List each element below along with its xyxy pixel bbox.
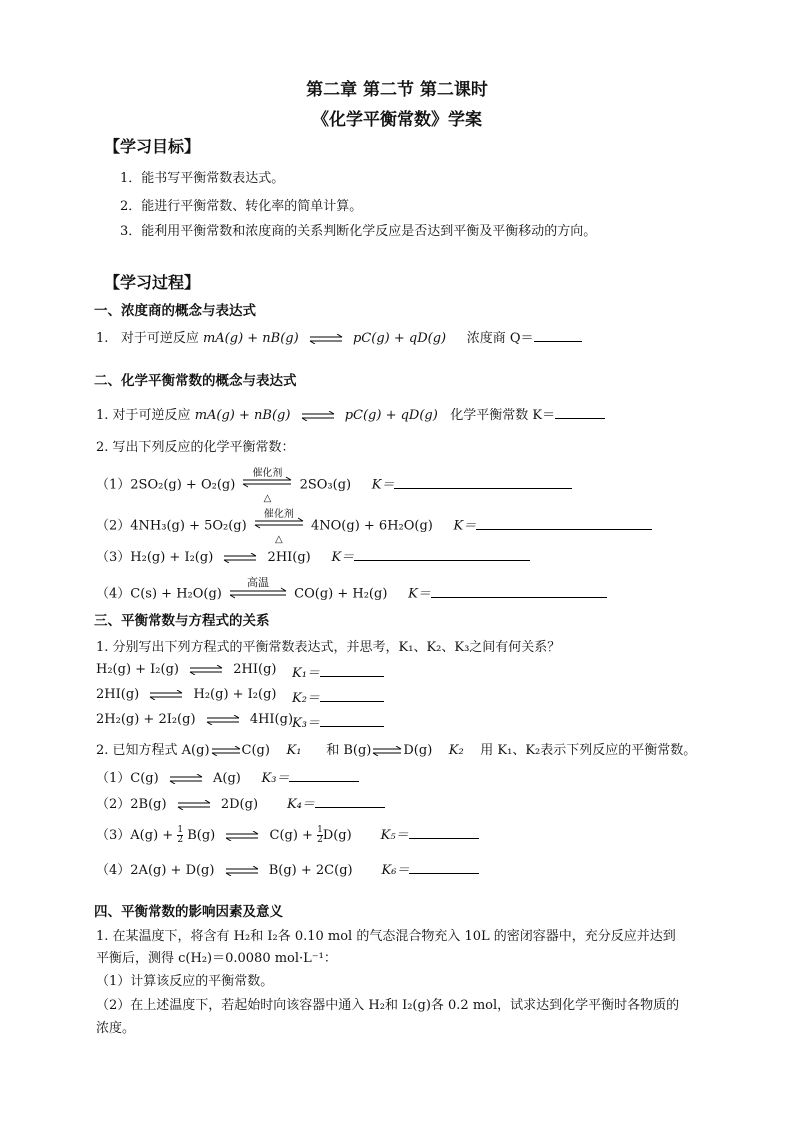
e1-k: K₁＝ — [292, 666, 320, 681]
e2-k: K₂＝ — [292, 691, 320, 706]
r2-k: K＝ — [453, 518, 477, 534]
p3-k: K₅＝ — [380, 828, 409, 843]
sec3-p1 — [96, 767, 359, 786]
sec3-e2-k — [292, 687, 384, 706]
sec4-line-4: （2）在上述温度下，若起始时向该容器中通入 H₂和 I₂(g)各 0.2 mol，试求达到化学平衡时各物质的 — [96, 998, 680, 1013]
sec3-e1-k — [292, 662, 384, 681]
sec3-e3-k — [292, 712, 384, 731]
r4-label: （4） — [96, 586, 131, 602]
frac-num: 1 — [317, 825, 323, 835]
sec2-q2: 2. 写出下列反应的化学平衡常数： — [96, 440, 295, 455]
r1-cond-bot: △ — [263, 493, 272, 504]
sec2-q1-rhs: pC(g) + qD(g) — [344, 408, 438, 423]
answer-blank[interactable] — [320, 688, 384, 702]
e3-k: K₃＝ — [292, 716, 320, 731]
p1-label: （1） — [96, 771, 131, 786]
sec3-p2 — [96, 793, 385, 812]
r1-rhs: 2SO₃(g) — [299, 477, 352, 493]
p3-rhs-a: C(g) + — [269, 828, 313, 843]
r2-lhs: 4NH₃(g) + 5O₂(g) — [130, 518, 247, 534]
sec3-p4 — [96, 859, 479, 878]
sec4-line-1: 1. 在某温度下，将含有 H₂和 I₂各 0.10 mol 的气态混合物充入 10L 的密闭容器中，充分反应并达到 — [96, 929, 676, 944]
p2-rhs: 2D(g) — [220, 797, 259, 812]
sec2-r4 — [96, 576, 607, 608]
process-header: 【学习过程】 — [104, 273, 201, 292]
equilibrium-arrow-icon — [223, 553, 257, 563]
p3-label: （3） — [96, 828, 131, 843]
p1-lhs: C(g) — [130, 771, 159, 786]
answer-blank[interactable] — [315, 794, 385, 808]
answer-blank[interactable] — [320, 713, 384, 727]
p2-k: K₄＝ — [286, 797, 315, 812]
r4-k: K＝ — [408, 586, 431, 602]
sec2-heading: 二、化学平衡常数的概念与表达式 — [94, 373, 297, 389]
sec2-r2 — [96, 509, 652, 545]
sec3-heading: 三、平衡常数与方程式的关系 — [94, 613, 270, 629]
p1-rhs: A(g) — [212, 771, 241, 786]
sec1-rhs: pC(g) + qD(g) — [352, 331, 447, 346]
answer-blank[interactable] — [476, 516, 652, 530]
equilibrium-arrow-icon — [206, 715, 240, 725]
sec4-heading: 四、平衡常数的影响因素及意义 — [94, 904, 283, 920]
r2-cond-bot: △ — [275, 534, 283, 545]
equilibrium-arrow-icon — [211, 746, 241, 756]
e3-lhs: 2H₂(g) + 2I₂(g) — [96, 712, 196, 727]
r3-k: K＝ — [331, 550, 355, 565]
sec2-q1-lhs: mA(g) + nB(g) — [194, 408, 291, 423]
sec1-line — [96, 327, 582, 346]
p3-rhs-b: D(g) — [322, 828, 352, 843]
p3-lhs-b: B(g) — [187, 828, 216, 843]
equilibrium-arrow-icon — [372, 746, 402, 756]
answer-blank[interactable] — [409, 860, 479, 874]
sec2-q1-text: 1. 对于可逆反应 — [96, 408, 191, 423]
goals-header: 【学习目标】 — [104, 137, 201, 156]
r3-lhs: H₂(g) + I₂(g) — [130, 550, 214, 565]
sec3-q2 — [96, 739, 696, 758]
r3-label: （3） — [96, 550, 131, 565]
p2-label: （2） — [96, 797, 131, 812]
answer-blank[interactable] — [409, 825, 479, 839]
sec2-r1 — [96, 468, 572, 504]
goal-2: 2．能进行平衡常数、转化率的简单计算。 — [120, 199, 363, 214]
r1-label: （1） — [96, 477, 131, 493]
e2-rhs: H₂(g) + I₂(g) — [193, 687, 277, 702]
answer-blank[interactable] — [320, 663, 384, 677]
r4-cond-top: 高温 — [247, 576, 270, 589]
equilibrium-arrow-icon — [177, 800, 211, 810]
page-title: 第二章 第二节 第二课时 — [306, 80, 488, 100]
sec2-r3 — [96, 546, 530, 565]
q2-k2: K₂ — [448, 743, 464, 758]
q2-tail: 用 K₁、K₂表示下列反应的平衡常数。 — [480, 743, 697, 758]
answer-blank[interactable] — [354, 547, 530, 561]
frac-den: 2 — [317, 835, 323, 845]
r2-cond-top: 催化剂 — [263, 509, 294, 520]
answer-blank[interactable] — [289, 768, 359, 782]
p4-label: （4） — [96, 863, 131, 878]
goal-1: 1．能书写平衡常数表达式。 — [120, 171, 285, 186]
fraction-half — [177, 826, 183, 845]
sec3-p3 — [96, 824, 479, 845]
catalyst-arrow-icon — [242, 468, 292, 504]
sec3-e3 — [96, 712, 293, 727]
q2-k1: K₁ — [286, 743, 302, 758]
equilibrium-arrow-icon — [149, 690, 183, 700]
sec4-line-3: （1）计算该反应的平衡常数。 — [96, 974, 274, 989]
sec1-lhs: mA(g) + nB(g) — [202, 331, 299, 346]
goal-3: 3．能利用平衡常数和浓度商的关系判断化学反应是否达到平衡及平衡移动的方向。 — [120, 224, 597, 239]
r4-lhs: C(s) + H₂O(g) — [130, 586, 222, 602]
equilibrium-arrow-icon — [189, 665, 223, 675]
sec2-q1-tail: 化学平衡常数 K＝ — [450, 408, 556, 423]
r2-rhs: 4NO(g) + 6H₂O(g) — [311, 518, 433, 534]
sec1-heading: 一、浓度商的概念与表达式 — [94, 303, 256, 319]
e1-lhs: H₂(g) + I₂(g) — [96, 662, 179, 677]
e2-lhs: 2HI(g) — [96, 687, 140, 702]
e1-rhs: 2HI(g) — [233, 662, 277, 677]
sec2-q1 — [96, 404, 605, 423]
sec4-line-5: 浓度。 — [96, 1021, 136, 1036]
catalyst-arrow-icon — [254, 509, 304, 545]
e3-rhs: 4HI(g) — [249, 712, 294, 727]
sec3-e1 — [96, 662, 276, 677]
answer-blank[interactable] — [431, 584, 607, 598]
sec4-line-2: 平衡后，测得 c(H₂)＝0.0080 mol·L⁻¹： — [96, 951, 337, 966]
equilibrium-arrow-icon — [309, 334, 343, 344]
page-subtitle: 《化学平衡常数》学案 — [312, 110, 482, 130]
high-temp-arrow-icon — [229, 576, 287, 608]
p4-k: K₆＝ — [381, 863, 410, 878]
frac-den: 2 — [177, 835, 184, 845]
q2-a: 2. 已知方程式 A(g) — [96, 743, 210, 758]
equilibrium-arrow-icon — [225, 866, 259, 876]
p4-rhs: B(g) + 2C(g) — [268, 863, 353, 878]
equilibrium-arrow-icon — [301, 411, 335, 421]
equilibrium-arrow-icon — [225, 831, 259, 841]
q2-and: 和 B(g) — [326, 743, 372, 758]
r2-label: （2） — [96, 518, 131, 534]
q2-b: C(g) — [241, 743, 270, 758]
sec1-tail: 浓度商 Q＝ — [466, 331, 534, 346]
sec1-text: 对于可逆反应 — [120, 331, 199, 346]
answer-blank[interactable] — [534, 328, 582, 342]
r4-rhs: CO(g) + H₂(g) — [294, 586, 388, 602]
p2-lhs: 2B(g) — [130, 797, 167, 812]
r1-k: K＝ — [371, 477, 395, 493]
answer-blank[interactable] — [555, 405, 605, 419]
sec3-e2 — [96, 687, 276, 702]
r1-lhs: 2SO₂(g) + O₂(g) — [130, 477, 236, 493]
frac-num: 1 — [177, 825, 184, 835]
r1-cond-top: 催化剂 — [252, 468, 283, 479]
p3-lhs-a: A(g) + — [130, 828, 174, 843]
sec3-q1: 1. 分别写出下列方程式的平衡常数表达式，并思考，K₁、K₂、K₃之间有何关系？ — [96, 640, 561, 655]
r3-rhs: 2HI(g) — [267, 550, 311, 565]
equilibrium-arrow-icon — [169, 774, 203, 784]
p4-lhs: 2A(g) + D(g) — [130, 863, 215, 878]
answer-blank[interactable] — [394, 475, 572, 489]
q2-d: D(g) — [403, 743, 433, 758]
sec1-num: 1. — [96, 331, 109, 346]
p1-k: K₃＝ — [261, 771, 290, 786]
